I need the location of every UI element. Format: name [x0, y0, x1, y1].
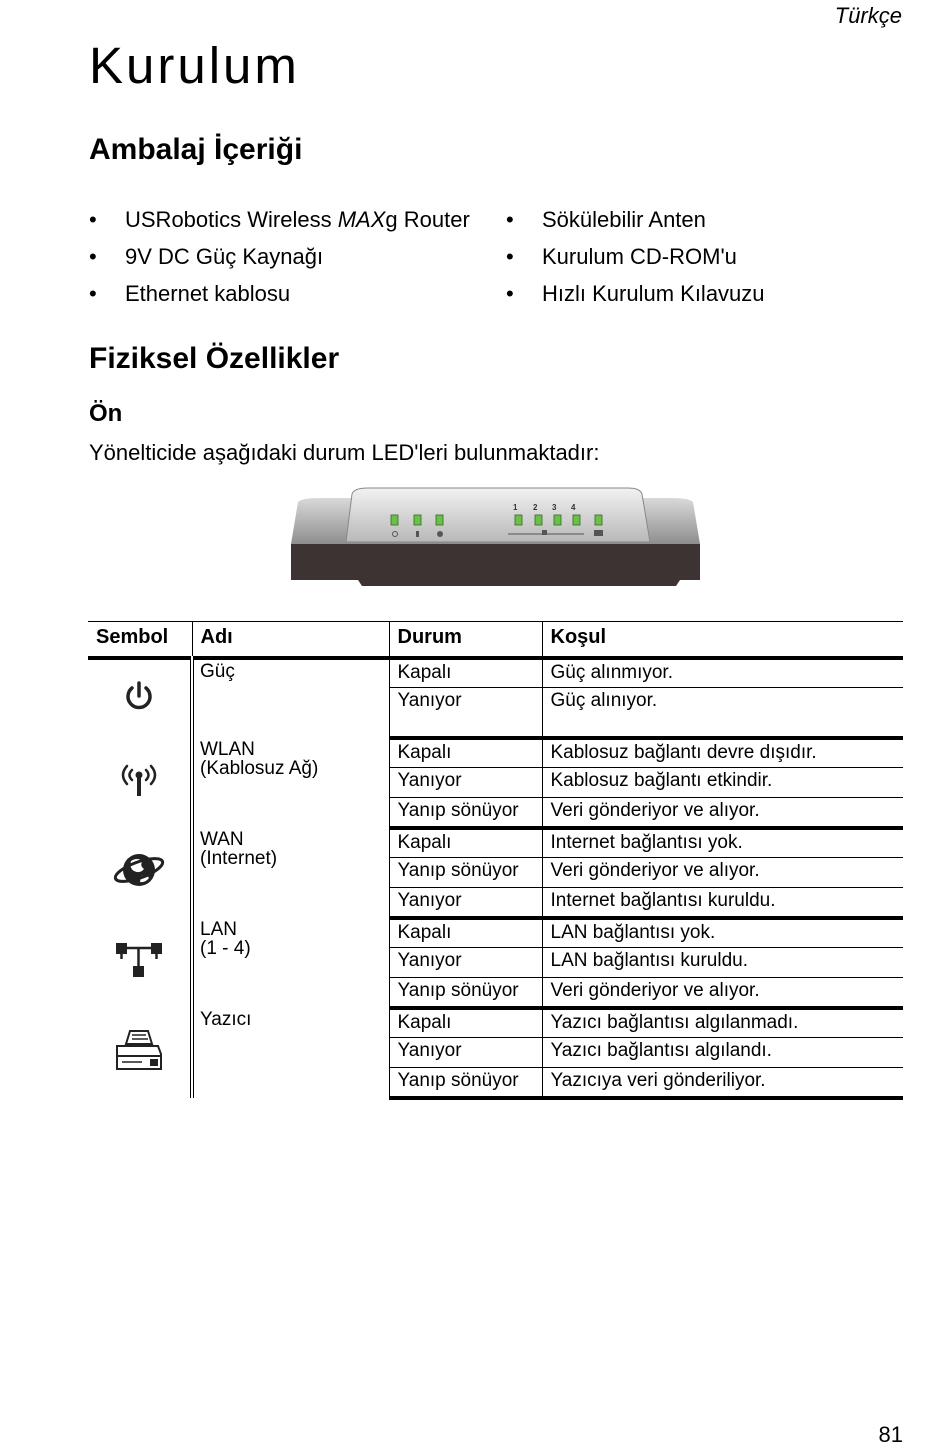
status-cell: Yanıp sönüyor	[389, 798, 542, 828]
status-cell: Kapalı	[389, 738, 542, 768]
table-row	[88, 828, 903, 858]
language-label: Türkçe	[834, 3, 902, 28]
condition-cell: LAN bağlantısı kuruldu.	[542, 948, 903, 978]
table-row	[88, 1008, 903, 1038]
status-cell: Yanıyor	[389, 688, 542, 718]
status-cell: Kapalı	[389, 918, 542, 948]
table-row	[88, 658, 903, 688]
printer-icon	[114, 1028, 164, 1072]
status-cell: Yanıp sönüyor	[389, 1068, 542, 1098]
condition-cell: Kablosuz bağlantı etkindir.	[542, 768, 903, 798]
list-item: • Hızlı Kurulum Kılavuzu	[506, 280, 765, 317]
condition-cell: Yazıcıya veri gönderiliyor.	[542, 1068, 903, 1098]
status-cell: Yanıyor	[389, 888, 542, 918]
package-list-left	[89, 206, 470, 317]
svg-text:2: 2	[533, 503, 538, 512]
condition-cell: Yazıcı bağlantısı algılandı.	[542, 1038, 903, 1068]
condition-cell: Güç alınmıyor.	[542, 658, 903, 688]
page-number: 81	[878, 1422, 903, 1447]
column-header-symbol: Sembol	[88, 622, 192, 658]
led-name-printer: Yazıcı	[200, 1008, 252, 1030]
wlan-antenna-icon	[119, 762, 159, 798]
condition-cell: Internet bağlantısı kuruldu.	[542, 888, 903, 918]
table-row	[88, 738, 903, 768]
front-heading: Ön	[89, 400, 123, 427]
wlan-symbol-cell	[88, 738, 192, 828]
led-name-wan: WAN (Internet)	[200, 828, 278, 869]
internet-globe-icon	[113, 849, 165, 891]
led-status-table	[88, 621, 903, 1100]
condition-cell: Kablosuz bağlantı devre dışıdır.	[542, 738, 903, 768]
svg-text:4: 4	[571, 503, 576, 512]
column-header-status: Durum	[389, 622, 542, 658]
status-cell: Yanıyor	[389, 1038, 542, 1068]
status-cell: Kapalı	[389, 1008, 542, 1038]
status-cell: Yanıp sönüyor	[389, 858, 542, 888]
list-item: • Kurulum CD-ROM'u	[506, 243, 765, 280]
svg-text:1: 1	[513, 503, 518, 512]
status-cell: Yanıyor	[389, 948, 542, 978]
table-row	[88, 918, 903, 948]
list-item: • Ethernet kablosu	[89, 280, 470, 317]
condition-cell: Yazıcı bağlantısı algılanmadı.	[542, 1008, 903, 1038]
page-title: Kurulum	[89, 37, 300, 94]
status-cell: Kapalı	[389, 828, 542, 858]
svg-text:3: 3	[552, 503, 557, 512]
router-front-image	[288, 484, 703, 592]
led-name-wlan: WLAN (Kablosuz Ağ)	[200, 738, 319, 779]
power-icon	[122, 679, 156, 713]
lan-symbol-cell	[88, 918, 192, 1008]
condition-cell: Veri gönderiyor ve alıyor.	[542, 858, 903, 888]
package-contents-heading: Ambalaj İçeriği	[89, 133, 303, 166]
condition-cell: LAN bağlantısı yok.	[542, 918, 903, 948]
status-cell: Yanıp sönüyor	[389, 978, 542, 1008]
printer-symbol-cell	[88, 1008, 192, 1098]
package-list-right	[506, 206, 765, 317]
list-item: • USRobotics Wireless MAXg Router	[89, 206, 470, 243]
condition-cell: Veri gönderiyor ve alıyor.	[542, 798, 903, 828]
led-intro-text: Yönelticide aşağıdaki durum LED'leri bulunmaktadır:	[89, 440, 600, 465]
condition-cell	[542, 718, 903, 738]
lan-network-icon	[114, 941, 164, 979]
power-symbol-cell	[88, 658, 192, 738]
led-name-lan: LAN (1 - 4)	[200, 918, 251, 959]
list-item: • Sökülebilir Anten	[506, 206, 765, 243]
physical-features-heading: Fiziksel Özellikler	[89, 342, 340, 375]
led-name-power: Güç	[200, 660, 235, 682]
status-cell	[389, 718, 542, 738]
column-header-condition: Koşul	[542, 622, 903, 658]
condition-cell: Veri gönderiyor ve alıyor.	[542, 978, 903, 1008]
condition-cell: Güç alınıyor.	[542, 688, 903, 718]
condition-cell: Internet bağlantısı yok.	[542, 828, 903, 858]
list-item: • 9V DC Güç Kaynağı	[89, 243, 470, 280]
wan-symbol-cell	[88, 828, 192, 918]
column-header-name: Adı	[192, 622, 389, 658]
status-cell: Kapalı	[389, 658, 542, 688]
status-cell: Yanıyor	[389, 768, 542, 798]
